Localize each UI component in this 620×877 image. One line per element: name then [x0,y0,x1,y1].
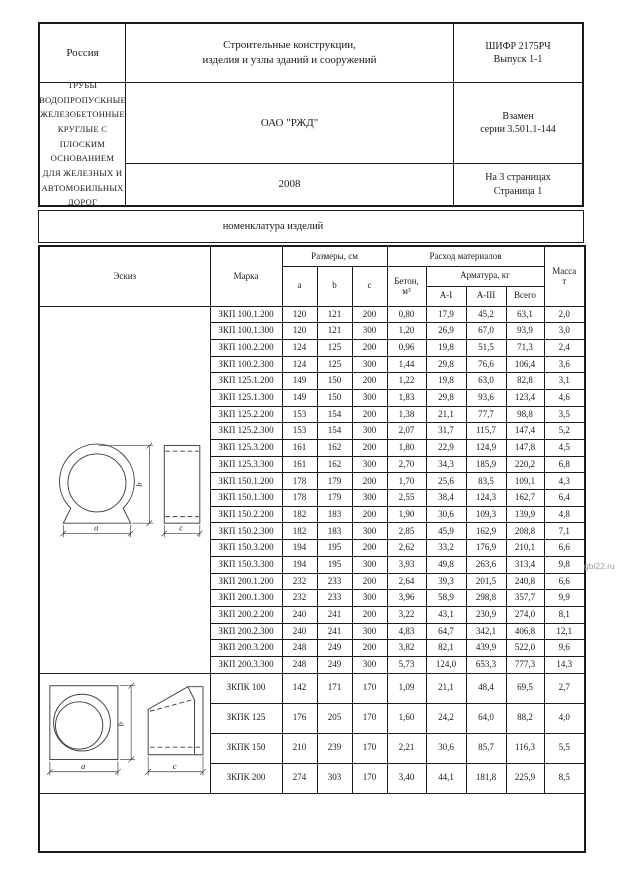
section-title: номенклатура изделий [222,221,324,232]
value-cell: 88,2 [506,703,544,733]
value-cell: 170 [352,763,387,793]
value-cell: 58,9 [426,590,466,607]
value-cell: 147,8 [506,440,544,457]
replaces-line2: серии 3.501.1-144 [480,124,556,135]
value-cell: 71,3 [506,339,544,356]
value-cell: 6,6 [544,540,585,557]
value-cell: 195 [317,556,352,573]
value-cell: 19,8 [426,373,466,390]
value-cell: 220,2 [506,456,544,473]
value-cell: 3,93 [387,556,426,573]
value-cell: 205 [317,703,352,733]
value-cell: 439,9 [466,640,506,657]
zkpk-sketch-cell [39,673,210,793]
value-cell: 63,0 [466,373,506,390]
value-cell: 176 [282,703,317,733]
value-cell: 181,8 [466,763,506,793]
value-cell: 4,8 [544,506,585,523]
mark-cell: ЗКП 200.1.200 [210,573,282,590]
value-cell: 1,70 [387,473,426,490]
value-cell: 176,9 [466,540,506,557]
value-cell: 82,8 [506,373,544,390]
value-cell: 8,5 [544,763,585,793]
value-cell: 121 [317,306,352,323]
value-cell: 77,7 [466,406,506,423]
series-title-line2: изделия и узлы зданий и сооружений [202,54,377,66]
col-header-rebar-a1: А-I [426,286,466,306]
value-cell: 3,40 [387,763,426,793]
value-cell: 200 [352,640,387,657]
value-cell: 49,8 [426,556,466,573]
value-cell: 195 [317,540,352,557]
value-cell: 2,07 [387,423,426,440]
series-title-line1: Строительные конструкции, [223,39,356,52]
value-cell: 0,96 [387,339,426,356]
value-cell: 6,4 [544,490,585,507]
mark-cell: ЗКПК 200 [210,763,282,793]
value-cell: 123,4 [506,389,544,406]
mass-label-line2: т [562,276,567,287]
dim-label-c: c [172,761,177,772]
col-header-dim-c: c [352,266,387,306]
value-cell: 3,6 [544,356,585,373]
value-cell: 4,83 [387,623,426,640]
value-cell: 170 [352,703,387,733]
value-cell: 240 [282,623,317,640]
value-cell: 171 [317,673,352,703]
value-cell: 182 [282,506,317,523]
cipher-line1: ШИФР 2175РЧ [485,40,551,52]
value-cell: 9,6 [544,640,585,657]
country-cell [40,24,126,83]
dim-label-a: a [93,523,99,533]
value-cell: 233 [317,573,352,590]
value-cell: 300 [352,523,387,540]
value-cell: 200 [352,573,387,590]
value-cell: 2,70 [387,456,426,473]
value-cell: 5,2 [544,423,585,440]
value-cell: 48,4 [466,673,506,703]
value-cell: 200 [352,373,387,390]
mark-cell: ЗКП 150.3.300 [210,556,282,573]
value-cell: 93,9 [506,323,544,340]
value-cell: 777,3 [506,656,544,673]
value-cell: 5,73 [387,656,426,673]
value-cell: 34,3 [426,456,466,473]
value-cell: 124,0 [426,656,466,673]
value-cell: 300 [352,356,387,373]
value-cell: 194 [282,540,317,557]
value-cell: 240,8 [506,573,544,590]
value-cell: 200 [352,440,387,457]
mark-cell: ЗКП 200.2.300 [210,623,282,640]
value-cell: 2,7 [544,673,585,703]
col-header-rebar-total: Всего [506,286,544,306]
mark-cell: ЗКП 200.3.200 [210,640,282,657]
value-cell: 178 [282,490,317,507]
value-cell: 4,5 [544,440,585,457]
value-cell: 44,1 [426,763,466,793]
value-cell: 1,83 [387,389,426,406]
mark-cell: ЗКПК 150 [210,733,282,763]
zkpk-sketch-drawing [42,681,208,785]
value-cell: 185,9 [466,456,506,473]
value-cell: 33,2 [426,540,466,557]
value-cell: 342,1 [466,623,506,640]
series-title-cell [126,24,454,83]
dim-label-c: c [178,523,183,533]
value-cell: 200 [352,339,387,356]
value-cell: 109,1 [506,473,544,490]
value-cell: 51,5 [466,339,506,356]
value-cell: 225,9 [506,763,544,793]
value-cell: 125 [317,339,352,356]
value-cell: 120 [282,323,317,340]
value-cell: 522,0 [506,640,544,657]
value-cell: 232 [282,573,317,590]
mark-cell: ЗКП 125.1.300 [210,389,282,406]
value-cell: 200 [352,406,387,423]
mark-cell: ЗКП 100.2.300 [210,356,282,373]
value-cell: 1,80 [387,440,426,457]
value-cell: 154 [317,423,352,440]
value-cell: 139,9 [506,506,544,523]
value-cell: 21,1 [426,673,466,703]
value-cell: 43,1 [426,606,466,623]
concrete-label-line1: Бетон, [394,275,419,286]
value-cell: 2,62 [387,540,426,557]
col-header-materials: Расход материалов [387,246,544,266]
zkp-section [39,306,585,673]
value-cell: 24,2 [426,703,466,733]
table-header [39,246,585,306]
value-cell: 300 [352,590,387,607]
organization-label: ОАО "РЖД" [260,116,319,129]
col-header-concrete [387,266,426,306]
value-cell: 4,3 [544,473,585,490]
mark-cell: ЗКПК 125 [210,703,282,733]
value-cell: 6,6 [544,573,585,590]
value-cell: 64,0 [466,703,506,733]
watermark: gbi22.ru [584,561,615,571]
value-cell: 241 [317,623,352,640]
value-cell: 29,8 [426,389,466,406]
value-cell: 162,9 [466,523,506,540]
value-cell: 249 [317,640,352,657]
value-cell: 63,1 [506,306,544,323]
value-cell: 232 [282,590,317,607]
document-title-cell [38,80,127,208]
value-cell: 300 [352,423,387,440]
value-cell: 22,9 [426,440,466,457]
value-cell: 149 [282,373,317,390]
value-cell: 76,6 [466,356,506,373]
value-cell: 300 [352,389,387,406]
value-cell: 300 [352,456,387,473]
mark-cell: ЗКП 100.2.200 [210,339,282,356]
value-cell: 653,3 [466,656,506,673]
country-label: Россия [66,46,99,59]
value-cell: 2,21 [387,733,426,763]
year-cell [126,164,454,205]
value-cell: 357,7 [506,590,544,607]
value-cell: 3,1 [544,373,585,390]
value-cell: 298,8 [466,590,506,607]
pages-line2: Страница 1 [493,185,543,197]
value-cell: 240 [282,606,317,623]
mark-cell: ЗКПК 100 [210,673,282,703]
value-cell: 161 [282,456,317,473]
value-cell: 125 [317,356,352,373]
value-cell: 248 [282,640,317,657]
mark-cell: ЗКП 100.1.200 [210,306,282,323]
value-cell: 64,7 [426,623,466,640]
value-cell: 109,3 [466,506,506,523]
mass-label-line1: Масса [552,265,577,276]
replaces-line1: Взамен [502,110,534,122]
value-cell: 9,8 [544,556,585,573]
value-cell: 162 [317,440,352,457]
value-cell: 4,6 [544,389,585,406]
value-cell: 1,20 [387,323,426,340]
value-cell: 161 [282,440,317,457]
mark-cell: ЗКП 200.3.300 [210,656,282,673]
value-cell: 1,22 [387,373,426,390]
value-cell: 200 [352,540,387,557]
value-cell: 1,44 [387,356,426,373]
empty-row [39,793,585,852]
value-cell: 162 [317,456,352,473]
value-cell: 150 [317,373,352,390]
zkp-sketch-cell [39,306,210,673]
cipher-cell [454,24,582,83]
value-cell: 45,9 [426,523,466,540]
section-title-band [38,210,584,243]
mark-cell: ЗКП 200.2.200 [210,606,282,623]
value-cell: 3,22 [387,606,426,623]
value-cell: 239 [317,733,352,763]
value-cell: 21,1 [426,406,466,423]
value-cell: 30,6 [426,506,466,523]
zkpk-section [39,673,585,793]
value-cell: 124,3 [466,490,506,507]
value-cell: 153 [282,406,317,423]
dim-label-b: b [115,722,126,727]
nomenclature-table [38,245,586,853]
value-cell: 149 [282,389,317,406]
value-cell: 124 [282,339,317,356]
value-cell: 179 [317,473,352,490]
value-cell: 69,5 [506,673,544,703]
mark-cell: ЗКП 150.1.200 [210,473,282,490]
value-cell: 201,5 [466,573,506,590]
value-cell: 7,1 [544,523,585,540]
mark-cell: ЗКП 125.2.300 [210,423,282,440]
mark-cell: ЗКП 125.3.200 [210,440,282,457]
value-cell: 4,0 [544,703,585,733]
value-cell: 142 [282,673,317,703]
value-cell: 182 [282,523,317,540]
value-cell: 38,4 [426,490,466,507]
mark-cell: ЗКП 100.1.300 [210,323,282,340]
document-title-line1: ТРУБЫ ВОДОПРОПУСКНЫЕ ЖЕЛЕЗОБЕТОННЫЕ [38,80,127,120]
value-cell: 14,3 [544,656,585,673]
value-cell: 19,8 [426,339,466,356]
value-cell: 9,9 [544,590,585,607]
mark-cell: ЗКП 150.1.300 [210,490,282,507]
value-cell: 3,0 [544,323,585,340]
value-cell: 1,09 [387,673,426,703]
value-cell: 82,1 [426,640,466,657]
value-cell: 17,9 [426,306,466,323]
value-cell: 124,9 [466,440,506,457]
value-cell: 248 [282,656,317,673]
value-cell: 147,4 [506,423,544,440]
year-label: 2008 [278,178,301,191]
pages-line1: На 3 страницах [485,172,551,183]
cipher-line2: Выпуск 1-1 [493,54,543,65]
value-cell: 121 [317,323,352,340]
value-cell: 39,3 [426,573,466,590]
value-cell: 200 [352,606,387,623]
col-header-dim-a: a [282,266,317,306]
table-row [39,306,585,323]
table-row [39,673,585,703]
value-cell: 300 [352,490,387,507]
mark-cell: ЗКП 150.2.300 [210,523,282,540]
value-cell: 200 [352,306,387,323]
value-cell: 263,6 [466,556,506,573]
value-cell: 303 [317,763,352,793]
pages-cell [454,164,582,205]
value-cell: 3,82 [387,640,426,657]
value-cell: 274 [282,763,317,793]
value-cell: 98,8 [506,406,544,423]
value-cell: 241 [317,606,352,623]
value-cell: 31,7 [426,423,466,440]
value-cell: 300 [352,656,387,673]
value-cell: 116,3 [506,733,544,763]
value-cell: 26,9 [426,323,466,340]
value-cell: 67,0 [466,323,506,340]
value-cell: 5,5 [544,733,585,763]
header-row-1 [39,246,585,266]
value-cell: 25,6 [426,473,466,490]
document-title-line3: ДЛЯ ЖЕЛЕЗНЫХ И АВТОМОБИЛЬНЫХ ДОРОГ [41,167,124,208]
value-cell: 30,6 [426,733,466,763]
value-cell: 249 [317,656,352,673]
organization-cell [126,83,454,164]
value-cell: 85,7 [466,733,506,763]
mark-cell: ЗКП 150.2.200 [210,506,282,523]
col-header-rebar-a3: А-III [466,286,506,306]
zkp-sketch-drawing [44,439,206,540]
value-cell: 194 [282,556,317,573]
value-cell: 300 [352,623,387,640]
value-cell: 154 [317,406,352,423]
value-cell: 1,38 [387,406,426,423]
value-cell: 233 [317,590,352,607]
value-cell: 3,5 [544,406,585,423]
value-cell: 183 [317,506,352,523]
value-cell: 230,9 [466,606,506,623]
value-cell: 2,64 [387,573,426,590]
value-cell: 170 [352,673,387,703]
value-cell: 124 [282,356,317,373]
mark-cell: ЗКП 200.1.300 [210,590,282,607]
mark-cell: ЗКП 125.1.200 [210,373,282,390]
replaces-cell [454,83,582,164]
value-cell: 1,90 [387,506,426,523]
col-header-mass [544,246,585,306]
table-row [39,793,585,852]
value-cell: 153 [282,423,317,440]
value-cell: 210 [282,733,317,763]
value-cell: 2,0 [544,306,585,323]
value-cell: 0,80 [387,306,426,323]
value-cell: 210,1 [506,540,544,557]
value-cell: 2,85 [387,523,426,540]
value-cell: 93,6 [466,389,506,406]
mark-cell: ЗКП 150.3.200 [210,540,282,557]
value-cell: 179 [317,490,352,507]
value-cell: 200 [352,506,387,523]
dim-label-b: b [134,482,144,487]
value-cell: 170 [352,733,387,763]
value-cell: 83,5 [466,473,506,490]
value-cell: 12,1 [544,623,585,640]
value-cell: 300 [352,556,387,573]
value-cell: 150 [317,389,352,406]
mark-cell: ЗКП 125.3.300 [210,456,282,473]
value-cell: 208,8 [506,523,544,540]
value-cell: 2,55 [387,490,426,507]
value-cell: 6,8 [544,456,585,473]
value-cell: 178 [282,473,317,490]
mark-cell: ЗКП 125.2.200 [210,406,282,423]
empty-section [39,793,585,852]
col-header-dimensions: Размеры, см [282,246,387,266]
value-cell: 8,1 [544,606,585,623]
value-cell: 115,7 [466,423,506,440]
value-cell: 183 [317,523,352,540]
value-cell: 274,0 [506,606,544,623]
value-cell: 162,7 [506,490,544,507]
title-block [38,22,584,207]
value-cell: 200 [352,473,387,490]
col-header-dim-b: b [317,266,352,306]
value-cell: 300 [352,323,387,340]
value-cell: 120 [282,306,317,323]
value-cell: 2,4 [544,339,585,356]
value-cell: 406,8 [506,623,544,640]
col-header-rebar: Арматура, кг [426,266,544,286]
col-header-sketch: Эскиз [39,246,210,306]
document-title-line2: КРУГЛЫЕ С ПЛОСКИМ ОСНОВАНИЕМ [50,124,115,164]
value-cell: 45,2 [466,306,506,323]
value-cell: 29,8 [426,356,466,373]
value-cell: 313,4 [506,556,544,573]
dim-label-a: a [80,761,86,772]
col-header-mark: Марка [210,246,282,306]
value-cell: 3,96 [387,590,426,607]
value-cell: 106,4 [506,356,544,373]
concrete-label-line2: м³ [402,286,411,296]
value-cell: 1,60 [387,703,426,733]
